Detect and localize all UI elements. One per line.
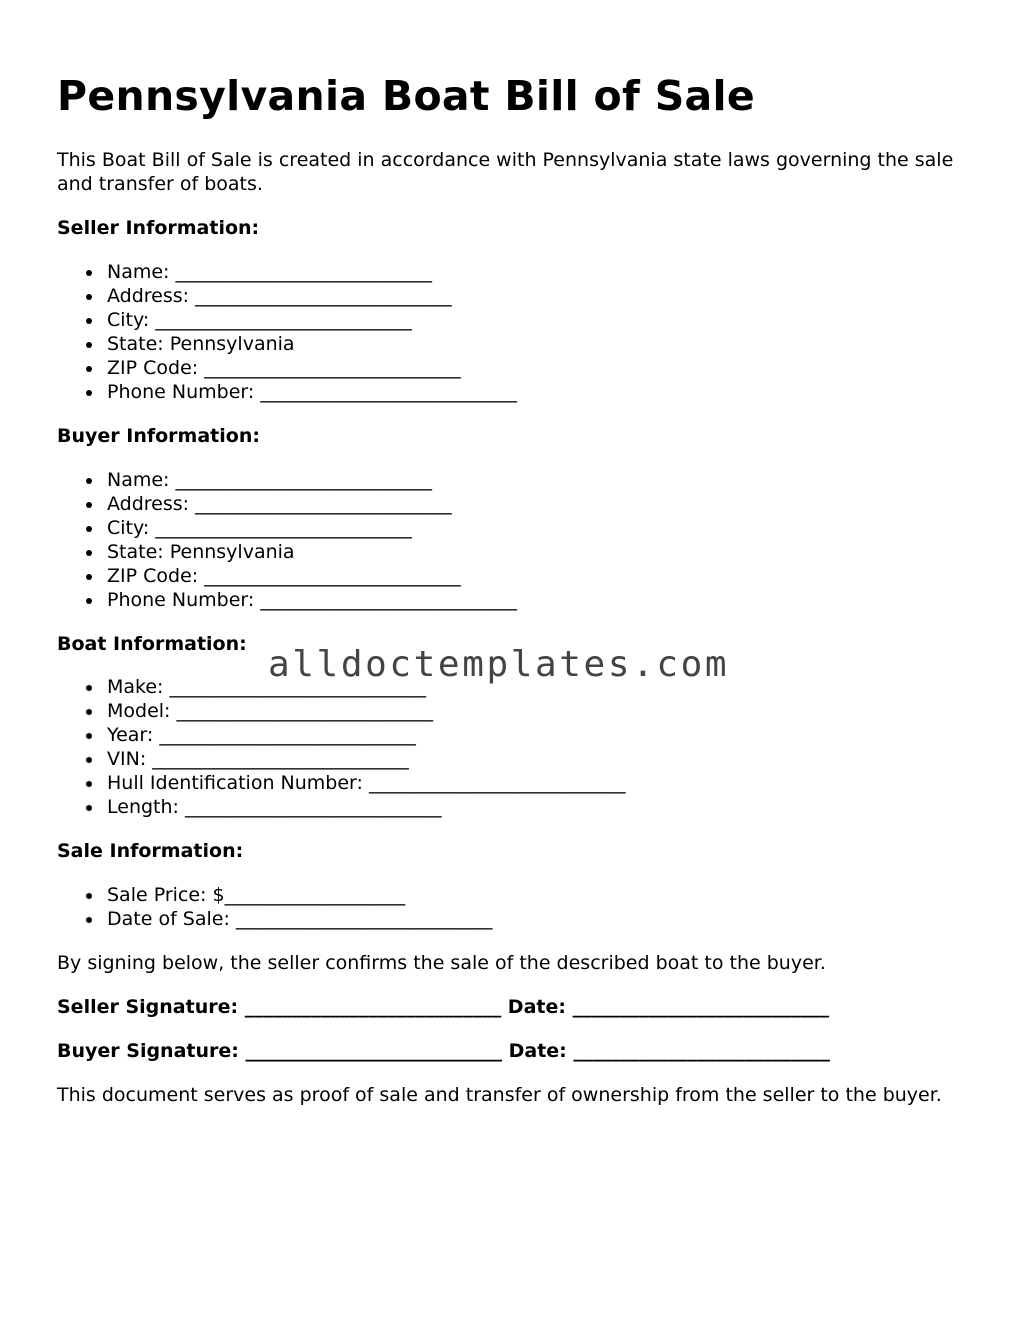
- buyer-state-field: State: Pennsylvania: [57, 540, 517, 564]
- boat-vin-field[interactable]: VIN: ___________________________: [57, 747, 625, 771]
- intro-paragraph: This Boat Bill of Sale is created in accordance with Pennsylvania state laws governing the sale and transfer of boats.: [57, 149, 954, 195]
- boat-year-field[interactable]: Year: ___________________________: [57, 723, 625, 747]
- buyer-signature-line[interactable]: Buyer Signature: ___________________________ Date: ___________________________: [57, 1040, 830, 1062]
- buyer-information-list: [57, 468, 517, 612]
- buyer-name-field[interactable]: Name: ___________________________: [57, 468, 517, 492]
- seller-city-field[interactable]: City: ___________________________: [57, 308, 517, 332]
- seller-name-field[interactable]: Name: ___________________________: [57, 260, 517, 284]
- buyer-information-heading: Buyer Information:: [57, 425, 260, 447]
- seller-phone-field[interactable]: Phone Number: ___________________________: [57, 380, 517, 404]
- boat-information-heading: Boat Information:: [57, 633, 247, 655]
- sale-information-heading: Sale Information:: [57, 840, 244, 862]
- closing-paragraph: This document serves as proof of sale and transfer of ownership from the seller to the buyer.: [57, 1084, 942, 1106]
- boat-hull-id-field[interactable]: Hull Identification Number: ___________________________: [57, 771, 625, 795]
- buyer-phone-field[interactable]: Phone Number: ___________________________: [57, 588, 517, 612]
- seller-state-field: State: Pennsylvania: [57, 332, 517, 356]
- buyer-city-field[interactable]: City: ___________________________: [57, 516, 517, 540]
- seller-signature-line[interactable]: Seller Signature: ___________________________ Date: ___________________________: [57, 996, 830, 1018]
- seller-information-heading: Seller Information:: [57, 217, 260, 239]
- sale-price-field[interactable]: Sale Price: $___________________: [57, 883, 492, 907]
- sale-date-field[interactable]: Date of Sale: ___________________________: [57, 907, 492, 931]
- buyer-address-field[interactable]: Address: ___________________________: [57, 492, 517, 516]
- boat-information-list: [57, 675, 625, 819]
- buyer-zip-field[interactable]: ZIP Code: ___________________________: [57, 564, 517, 588]
- confirmation-paragraph: By signing below, the seller confirms the sale of the described boat to the buyer.: [57, 952, 826, 974]
- sale-information-list: [57, 883, 492, 931]
- boat-make-field[interactable]: Make: ___________________________: [57, 675, 625, 699]
- boat-model-field[interactable]: Model: ___________________________: [57, 699, 625, 723]
- boat-length-field[interactable]: Length: ___________________________: [57, 795, 625, 819]
- seller-information-list: [57, 260, 517, 404]
- seller-address-field[interactable]: Address: ___________________________: [57, 284, 517, 308]
- watermark-text: alldoctemplates.com: [268, 644, 730, 685]
- document-title: Pennsylvania Boat Bill of Sale: [57, 72, 755, 120]
- seller-zip-field[interactable]: ZIP Code: ___________________________: [57, 356, 517, 380]
